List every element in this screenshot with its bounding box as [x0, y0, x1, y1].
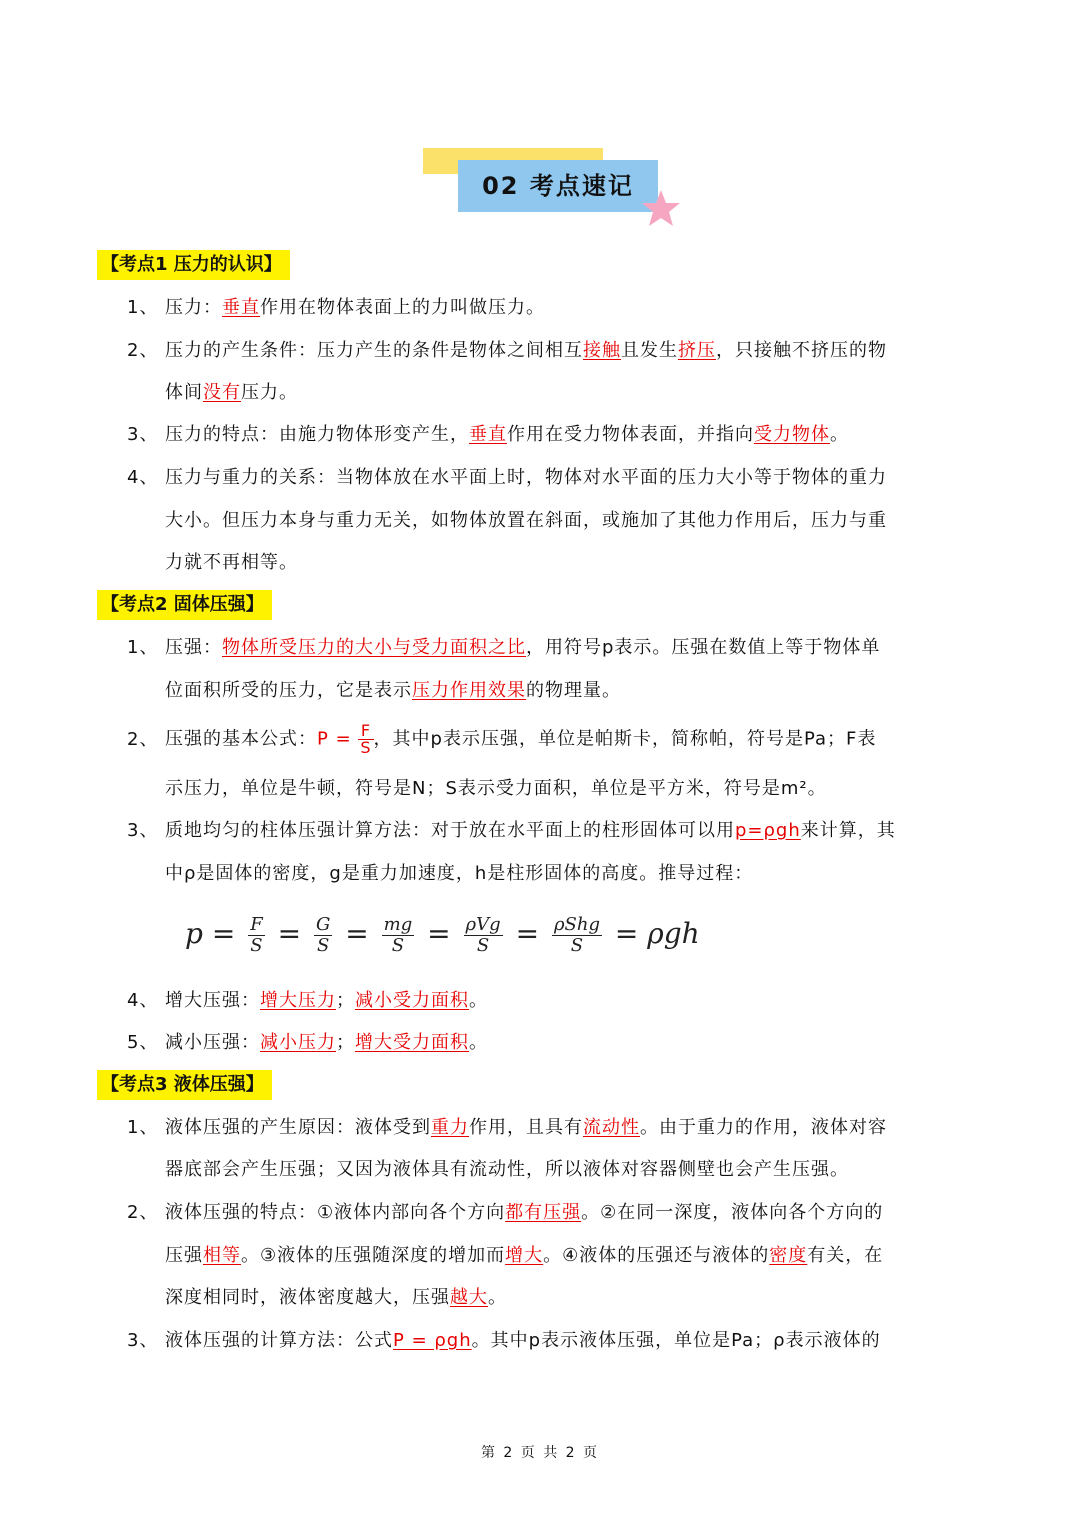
s3-line-1b: 器底部会产生压强；又因为液体具有流动性，所以液体对容器侧壁也会产生压强。	[165, 1159, 849, 1180]
section-banner	[423, 148, 683, 228]
s1-line-2b: 体间没有压力。	[165, 382, 298, 403]
s1-line-2: 2、 压力的产生条件：压力产生的条件是物体之间相互接触且发生挤压，只接触不挤压的物	[127, 340, 887, 361]
answer: 物体所受压力的大小与受力面积之比	[222, 637, 526, 658]
s1-line-1: 1、 压力：垂直作用在物体表面上的力叫做压力。	[127, 297, 545, 318]
s2-line-2b: 示压力，单位是牛顿，符号是N；S表示受力面积，单位是平方米，符号是m²。	[165, 778, 827, 799]
s3-line-2c: 深度相同时，液体密度越大，压强越大。	[165, 1287, 507, 1308]
s1-line-4c: 力就不再相等。	[165, 552, 298, 573]
answer: 重力	[431, 1117, 469, 1138]
derivation-formula: p = $\frac{F}{S}$ = $\frac{G}{S}$ = $\frac{mg}{S}$ = ρVg S = ρShg S = ρgh	[185, 914, 700, 956]
answer: 垂直	[469, 424, 507, 445]
formula-answer: P =	[317, 728, 359, 750]
s3-line-2b: 压强相等。③液体的压强随深度的增加而增大。④液体的压强还与液体的密度有关，在	[165, 1245, 884, 1266]
answer: 都有压强	[505, 1202, 582, 1223]
answer: 减小压力	[260, 1032, 336, 1053]
answer: 受力物体	[754, 424, 830, 445]
banner-title: 02 考点速记	[482, 172, 634, 200]
s1-line-3: 3、 压力的特点：由施力物体形变产生，垂直作用在受力物体表面，并指向受力物体。	[127, 424, 849, 445]
answer: 压力作用效果	[412, 680, 526, 701]
formula-fraction: $\frac{F}{S}$	[360, 721, 372, 757]
s2-line-1b: 位面积所受的压力，它是表示压力作用效果的物理量。	[165, 680, 621, 701]
answer: 减小受力面积	[355, 990, 469, 1011]
s3-line-3: 3、 液体压强的计算方法：公式P = ρgh。其中p表示液体压强，单位是Pa；ρ表示液体的	[127, 1330, 881, 1351]
s2-line-3: 3、 质地均匀的柱体压强计算方法：对于放在水平面上的柱形固体可以用p=ρgh来计算，其	[127, 820, 896, 841]
section-heading-2: 【考点2 固体压强】	[97, 590, 272, 620]
answer: 流动性	[583, 1117, 640, 1138]
s2-line-2: 2、 压强的基本公式：P = $\frac{F}{S}$ ，其中p表示压强，单位是帕斯卡，简称帕，符号是Pa；F表	[127, 721, 877, 757]
s2-line-3b: 中ρ是固体的密度，g是重力加速度，h是柱形固体的高度。推导过程：	[165, 863, 754, 884]
answer: P = ρgh	[393, 1330, 472, 1351]
s2-line-5: 5、 减小压强：减小压力；增大受力面积。	[127, 1032, 488, 1053]
answer: 相等	[203, 1245, 241, 1266]
s3-line-2: 2、 液体压强的特点：①液体内部向各个方向都有压强。②在同一深度，液体向各个方向的	[127, 1202, 884, 1223]
answer: 密度	[769, 1245, 808, 1266]
answer: 增大受力面积	[355, 1032, 469, 1053]
answer: 增大	[505, 1245, 544, 1266]
s1-line-4b: 大小。但压力本身与重力无关，如物体放置在斜面，或施加了其他力作用后，压力与重	[165, 510, 887, 531]
answer: 增大压力	[260, 990, 336, 1011]
answer: 接触	[583, 340, 621, 361]
star-icon	[641, 188, 681, 228]
answer: p=ρgh	[735, 820, 801, 841]
answer: 没有	[203, 382, 241, 403]
s3-line-1: 1、 液体压强的产生原因：液体受到重力作用，且具有流动性。由于重力的作用，液体对容	[127, 1117, 887, 1138]
page-footer: 第 2 页 共 2 页	[480, 1445, 600, 1461]
s2-line-1: 1、 压强：物体所受压力的大小与受力面积之比，用符号p表示。压强在数值上等于物体单	[127, 637, 881, 658]
s1-line-4: 4、 压力与重力的关系：当物体放在水平面上时，物体对水平面的压力大小等于物体的重力	[127, 467, 887, 488]
answer: 越大	[450, 1287, 488, 1308]
section-heading-3: 【考点3 液体压强】	[97, 1070, 272, 1100]
s2-line-4: 4、 增大压强：增大压力；减小受力面积。	[127, 990, 488, 1011]
answer: 挤压	[678, 340, 716, 361]
answer: 垂直	[222, 297, 260, 318]
section-heading-1: 【考点1 压力的认识】	[97, 250, 290, 280]
